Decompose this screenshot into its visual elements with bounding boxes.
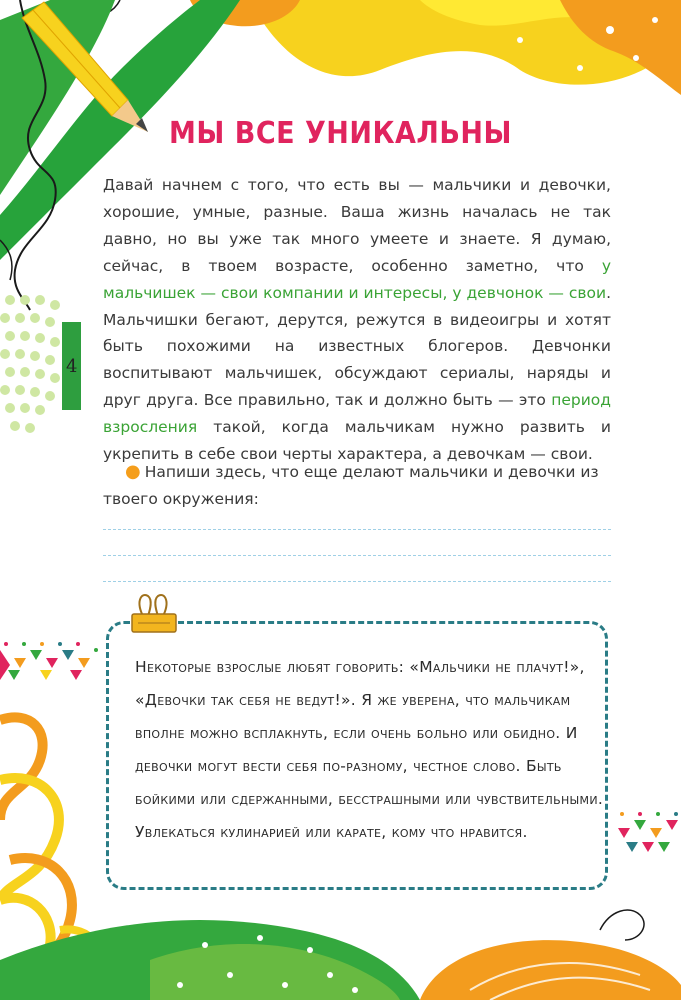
note-text: Некоторые взрослые любят говорить: «Мальчики не плачут!», «Девочки так себя не ведут!». Я же уверена, что мальчикам вполне можно всплакнуть, если очень больно или обидно. И девочки могут вести себя по-разному, честное слово. Быть бойкими или сдержанными, бесстрашными или чувствительными. Увлекаться кулинарией или карате, кому что нравится.	[135, 658, 604, 841]
highlighted-phrase: у мальчишек — свои компании и интересы, у девчонок — свои	[103, 256, 611, 302]
body-text-part: такой, когда мальчикам нужно развить и укрепить в себе свои черты характера, а девочкам — свои.	[103, 418, 611, 464]
task-prompt	[103, 459, 611, 513]
answer-line[interactable]	[103, 581, 611, 582]
body-text-part: Давай начнем с того, что есть вы — мальчики и девочки, хорошие, умные, разные. Ваша жизнь началась не так давно, но вы уже так много умеете и знаете. Я думаю, сейчас, в твоем возрасте, особенно заметно, что	[103, 176, 611, 275]
bullet-dot-icon: ●	[125, 461, 141, 482]
body-paragraph	[103, 172, 611, 468]
answer-line[interactable]	[103, 529, 611, 530]
task-text: Напиши здесь, что еще делают мальчики и девочки из твоего окружения:	[103, 463, 599, 508]
body-text-part: . Мальчишки бегают, дерутся, режутся в видеоигры и хотят быть похожими на известных блогеров. Девчонки воспитывают мальчишек, обсуждают сериалы, наряды и друг друга. Все правильно, так и должно быть — это	[103, 283, 611, 410]
page-title: МЫ ВСЕ УНИКАЛЬНЫ	[169, 116, 512, 151]
page-number: 4	[62, 322, 81, 410]
highlighted-phrase: период взросления	[103, 391, 611, 437]
binder-clip-icon	[128, 590, 180, 638]
answer-line[interactable]	[103, 555, 611, 556]
